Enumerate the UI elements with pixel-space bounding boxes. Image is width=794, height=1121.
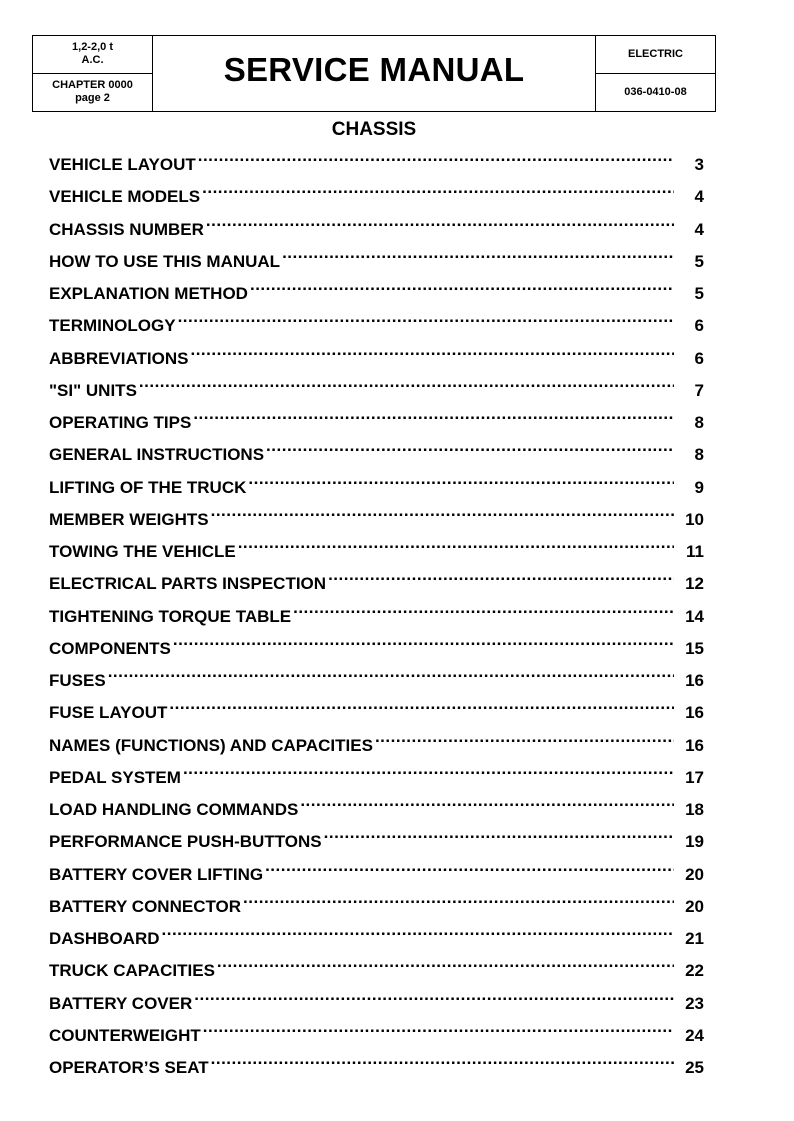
toc-entry-page: 11	[686, 542, 704, 561]
capacity-cell	[33, 36, 152, 74]
toc-entry[interactable]	[49, 1053, 704, 1085]
toc-entry-page: 23	[685, 993, 704, 1013]
toc-entry-page: 8	[694, 413, 704, 432]
toc-entry[interactable]	[49, 602, 704, 634]
toc-entry-page: 19	[685, 832, 704, 852]
toc-entry-label: BATTERY CONNECTOR	[49, 896, 242, 916]
toc-entry-label: DASHBOARD	[49, 929, 160, 948]
category-text: ELECTRIC	[628, 47, 683, 60]
toc-entry-label: GENERAL INSTRUCTIONS	[49, 445, 265, 465]
toc-entry-page: 6	[694, 348, 704, 368]
toc-entry-page: 10	[685, 509, 704, 529]
toc-entry[interactable]	[49, 182, 704, 214]
toc-dot-leader	[198, 150, 674, 170]
section-title: CHASSIS	[331, 119, 417, 140]
toc-dot-leader	[190, 344, 674, 364]
page-number-text: page 2	[75, 92, 110, 105]
toc-entry[interactable]	[49, 892, 704, 924]
toc-entry-label: TIGHTENING TORQUE TABLE	[49, 606, 292, 626]
toc-dot-leader	[265, 860, 674, 880]
toc-entry-label: VEHICLE MODELS	[49, 187, 201, 207]
toc-entry-label: ABBREVIATIONS	[49, 348, 189, 368]
toc-entry-label: CHASSIS NUMBER	[49, 219, 204, 239]
doc-code-cell	[596, 74, 715, 112]
toc-entry-page: 4	[694, 219, 704, 239]
toc-dot-leader	[139, 376, 674, 396]
toc-entry-page: 20	[685, 896, 704, 916]
toc-entry-label: ELECTRICAL PARTS INSPECTION	[49, 574, 327, 594]
toc-entry[interactable]	[49, 698, 704, 730]
toc-entry-page: 18	[685, 800, 704, 819]
toc-entry-page: 6	[694, 316, 704, 336]
toc-entry-label: BATTERY COVER	[49, 993, 193, 1013]
toc-entry-label: TOWING THE VEHICLE	[49, 542, 236, 561]
toc-entry[interactable]	[49, 924, 704, 956]
toc-entry-label: FUSES	[49, 671, 106, 690]
toc-entry[interactable]	[49, 440, 704, 472]
toc-dot-leader	[248, 473, 674, 493]
toc-dot-leader	[211, 1053, 674, 1073]
toc-entry-label: VEHICLE LAYOUT	[49, 155, 196, 174]
toc-entry-label: TRUCK CAPACITIES	[49, 961, 215, 981]
header-title-panel	[153, 36, 595, 111]
toc-entry-label: PERFORMANCE PUSH-BUTTONS	[49, 832, 322, 852]
toc-entry-page: 4	[694, 187, 704, 207]
toc-entry-label: LOAD HANDLING COMMANDS	[49, 800, 299, 819]
toc-entry-page: 5	[694, 251, 704, 271]
toc-dot-leader	[250, 279, 674, 299]
toc-entry[interactable]	[49, 569, 704, 601]
chapter-cell	[33, 74, 152, 112]
toc-entry-page: 16	[685, 671, 704, 690]
toc-entry-label: "SI" UNITS	[49, 380, 137, 400]
document-header	[32, 35, 716, 112]
toc-dot-leader	[266, 440, 674, 460]
toc-dot-leader	[162, 924, 675, 944]
toc-entry[interactable]	[49, 473, 704, 505]
toc-entry-label: FUSE LAYOUT	[49, 703, 168, 723]
toc-entry[interactable]	[49, 795, 704, 827]
capacity-text: 1,2-2,0 t	[72, 41, 113, 54]
toc-dot-leader	[194, 989, 674, 1009]
toc-dot-leader	[238, 537, 674, 557]
toc-entry-label: HOW TO USE THIS MANUAL	[49, 251, 281, 271]
toc-entry-page: 21	[685, 929, 704, 948]
toc-dot-leader	[282, 247, 674, 267]
toc-entry-label: PEDAL SYSTEM	[49, 767, 181, 787]
toc-entry-label: EXPLANATION METHOD	[49, 284, 248, 303]
toc-dot-leader	[108, 666, 674, 686]
toc-entry-page: 3	[694, 155, 704, 174]
table-of-contents	[49, 150, 704, 1085]
toc-entry[interactable]	[49, 505, 704, 537]
toc-entry-page: 5	[694, 284, 704, 303]
toc-entry-page: 22	[685, 961, 704, 981]
toc-dot-leader	[243, 892, 674, 912]
header-left-panel	[33, 36, 153, 111]
toc-entry-page: 24	[685, 1025, 704, 1045]
toc-entry[interactable]	[49, 311, 704, 343]
toc-entry-page: 9	[694, 477, 704, 497]
toc-entry[interactable]	[49, 827, 704, 859]
toc-dot-leader	[293, 602, 674, 622]
toc-dot-leader	[217, 956, 674, 976]
toc-entry-label: COMPONENTS	[49, 638, 171, 658]
toc-dot-leader	[183, 763, 674, 783]
toc-entry[interactable]	[49, 860, 704, 892]
toc-dot-leader	[300, 795, 674, 815]
drive-type-text: A.C.	[81, 54, 104, 67]
toc-entry[interactable]	[49, 376, 704, 408]
toc-entry-page: 16	[685, 735, 704, 755]
toc-dot-leader	[211, 505, 674, 525]
toc-entry-page: 16	[685, 703, 704, 723]
toc-entry-label: BATTERY COVER LIFTING	[49, 864, 264, 884]
toc-entry[interactable]	[49, 989, 704, 1021]
toc-entry[interactable]	[49, 763, 704, 795]
toc-entry[interactable]	[49, 215, 704, 247]
toc-dot-leader	[324, 827, 674, 847]
toc-dot-leader	[328, 569, 674, 589]
toc-entry-label: OPERATOR’S SEAT	[49, 1058, 209, 1077]
toc-entry[interactable]	[49, 1021, 704, 1053]
toc-entry-page: 25	[685, 1058, 704, 1077]
toc-entry[interactable]	[49, 150, 704, 182]
toc-entry-page: 14	[685, 606, 704, 626]
doc-code-text: 036-0410-08	[624, 85, 687, 98]
toc-entry[interactable]	[49, 666, 704, 698]
toc-entry-page: 20	[685, 864, 704, 884]
toc-entry-page: 7	[694, 380, 704, 400]
toc-entry-page: 15	[685, 638, 704, 658]
toc-entry[interactable]	[49, 408, 704, 440]
toc-dot-leader	[193, 408, 674, 428]
toc-entry-label: OPERATING TIPS	[49, 413, 192, 432]
toc-dot-leader	[178, 311, 674, 331]
toc-dot-leader	[375, 731, 674, 751]
category-cell	[596, 36, 715, 74]
toc-entry-label: MEMBER WEIGHTS	[49, 509, 209, 529]
header-right-panel	[595, 36, 715, 111]
toc-entry[interactable]	[49, 731, 704, 763]
toc-dot-leader	[202, 182, 674, 202]
toc-entry-page: 8	[694, 445, 704, 465]
toc-entry-page: 17	[685, 767, 704, 787]
toc-entry[interactable]	[49, 634, 704, 666]
toc-entry[interactable]	[49, 247, 704, 279]
document-title: SERVICE MANUAL	[223, 50, 525, 88]
toc-entry-label: TERMINOLOGY	[49, 316, 176, 336]
toc-entry-label: COUNTERWEIGHT	[49, 1025, 201, 1045]
toc-entry-label: NAMES (FUNCTIONS) AND CAPACITIES	[49, 735, 373, 755]
toc-dot-leader	[203, 1021, 674, 1041]
toc-dot-leader	[206, 215, 674, 235]
toc-entry[interactable]	[49, 537, 704, 569]
toc-entry[interactable]	[49, 956, 704, 988]
toc-dot-leader	[169, 698, 674, 718]
toc-dot-leader	[173, 634, 674, 654]
toc-entry[interactable]	[49, 279, 704, 311]
toc-entry-page: 12	[685, 574, 704, 594]
toc-entry-label: LIFTING OF THE TRUCK	[49, 477, 247, 497]
toc-entry[interactable]	[49, 344, 704, 376]
chapter-text: CHAPTER 0000	[52, 79, 133, 92]
